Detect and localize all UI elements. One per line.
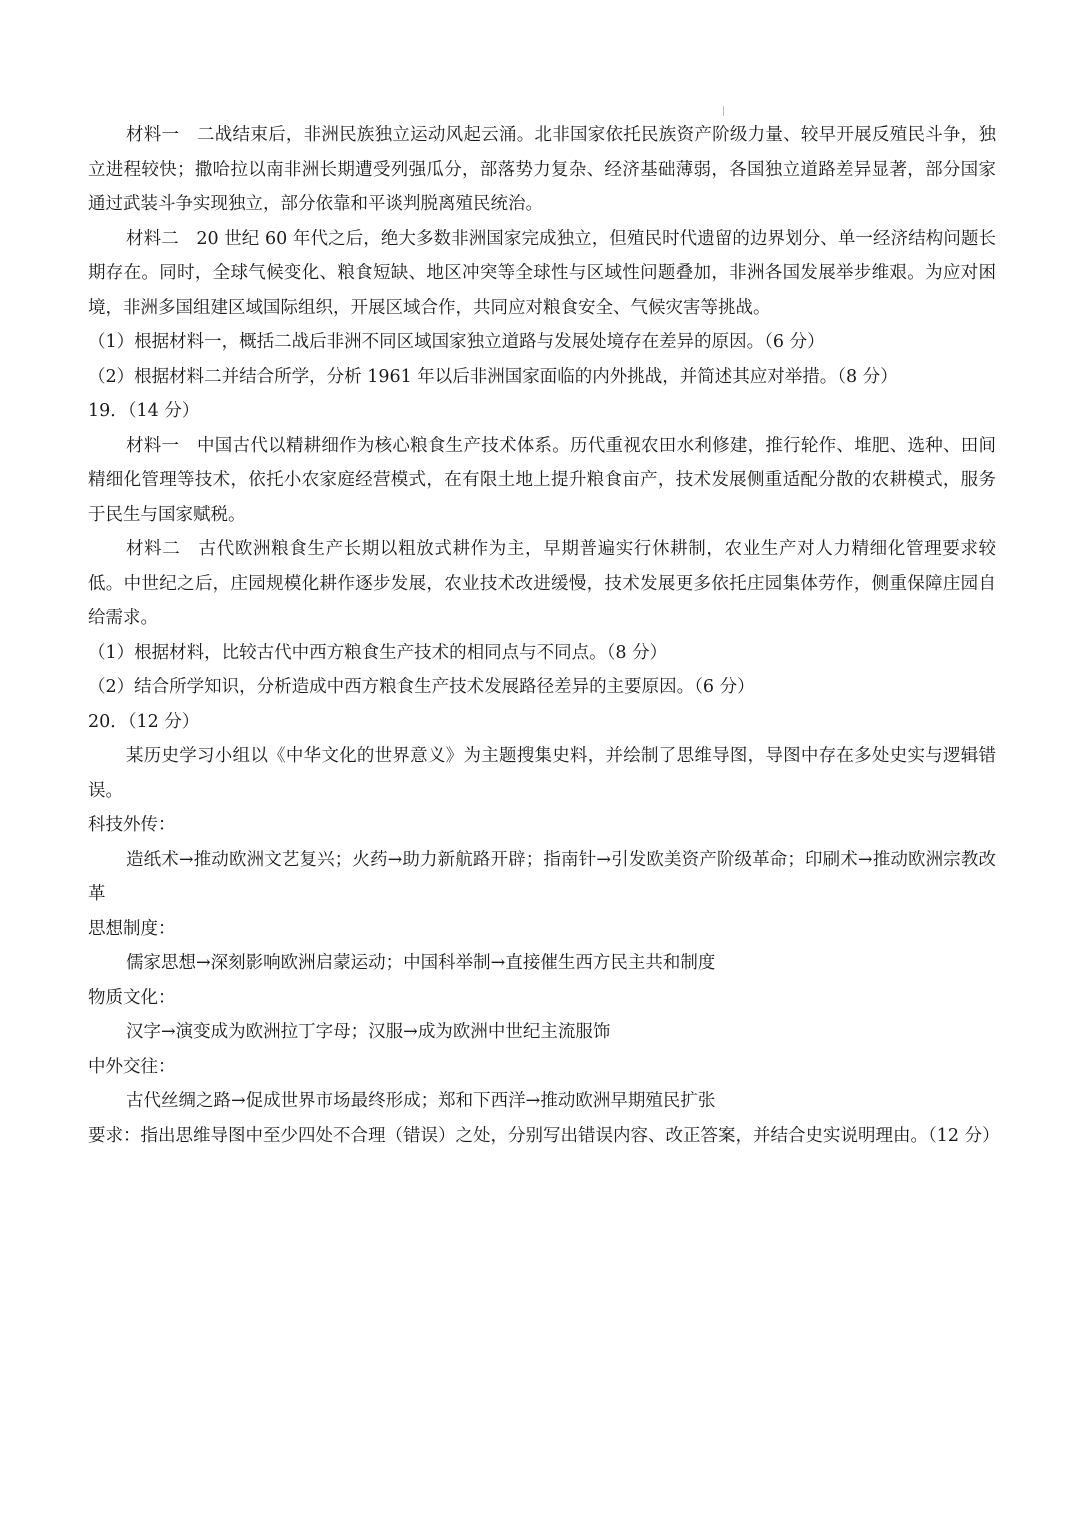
q18-sub-question-1: （1）根据材料一，概括二战后非洲不同区域国家独立道路与发展处境存在差异的原因。（6 分）	[88, 332, 825, 352]
q20-header: 20．（12 分）	[88, 711, 200, 732]
mindmap-branch-content: 汉字→演变成为欧洲拉丁字母；汉服→成为欧洲中世纪主流服饰	[126, 1022, 611, 1042]
mindmap-branch-content: 古代丝绸之路→促成世界市场最终形成；郑和下西洋→推动欧洲早期殖民扩张	[126, 1091, 716, 1111]
q18-sub-question-2: （2）根据材料二并结合所学，分析 1961 年以后非洲国家面临的内外挑战，并简述其应对举措。（8 分）	[88, 366, 898, 387]
q19-header: 19．（14 分）	[88, 401, 200, 421]
q19-material-2: 材料二 古代欧洲粮食生产长期以粗放式耕作为主，早期普遍实行休耕制，农业生产对人力精细化管理要求较低。中世纪之后，庄园规模化耕作逐步发展，农业技术改进缓慢，技术发展更多依托庄园集体劳作，侧重保障庄园自给需求。	[88, 539, 996, 628]
mindmap-branch-title: 思想制度：	[88, 918, 176, 939]
page-content	[88, 118, 1000, 1153]
scan-mark	[723, 106, 724, 116]
q18-material-2: 材料二 20 世纪 60 年代之后，绝大多数非洲国家完成独立，但殖民时代遗留的边界划分、单一经济结构问题长期存在。同时，全球气候变化、粮食短缺、地区冲突等全球性与区域性问题叠加，非洲各国发展举步维艰。为应对困境，非洲多国组建区域国际组织，开展区域合作，共同应对粮食安全、气候灾害等挑战。	[88, 228, 996, 318]
q20-intro: 某历史学习小组以《中华文化的世界意义》为主题搜集史料，并绘制了思维导图，导图中存在多处史实与逻辑错误。	[88, 746, 996, 801]
mindmap-branch-title: 中外交往：	[88, 1056, 176, 1077]
q20-requirement: 要求：指出思维导图中至少四处不合理（错误）之处，分别写出错误内容、改正答案，并结合史实说明理由。（12 分）	[88, 1125, 1000, 1146]
mindmap-branch-title: 物质文化：	[88, 987, 176, 1008]
mindmap-branch-content: 儒家思想→深刻影响欧洲启蒙运动；中国科举制→直接催生西方民主共和制度	[126, 953, 716, 973]
q19-sub-question-2: （2）结合所学知识，分析造成中西方粮食生产技术发展路径差异的主要原因。（6 分）	[88, 677, 755, 697]
q18-material-1: 材料一 二战结束后，非洲民族独立运动风起云涌。北非国家依托民族资产阶级力量、较早开展反殖民斗争，独立进程较快；撒哈拉以南非洲长期遭受列强瓜分，部落势力复杂、经济基础薄弱，各国独立道路差异显著，部分国家通过武装斗争实现独立，部分依靠和平谈判脱离殖民统治。	[88, 125, 996, 214]
q19-sub-question-1: （1）根据材料，比较古代中西方粮食生产技术的相同点与不同点。（8 分）	[88, 642, 668, 663]
mindmap-branch-content: 造纸术→推动欧洲文艺复兴；火药→助力新航路开辟；指南针→引发欧美资产阶级革命；印刷术→推动欧洲宗教改革	[88, 849, 996, 904]
q19-material-1: 材料一 中国古代以精耕细作为核心粮食生产技术体系。历代重视农田水利修建，推行轮作、堆肥、选种、田间精细化管理等技术，依托小农家庭经营模式，在有限土地上提升粮食亩产，技术发展侧重适配分散的农耕模式，服务于民生与国家赋税。	[88, 435, 996, 525]
mindmap-branch-title: 科技外传：	[88, 815, 176, 835]
